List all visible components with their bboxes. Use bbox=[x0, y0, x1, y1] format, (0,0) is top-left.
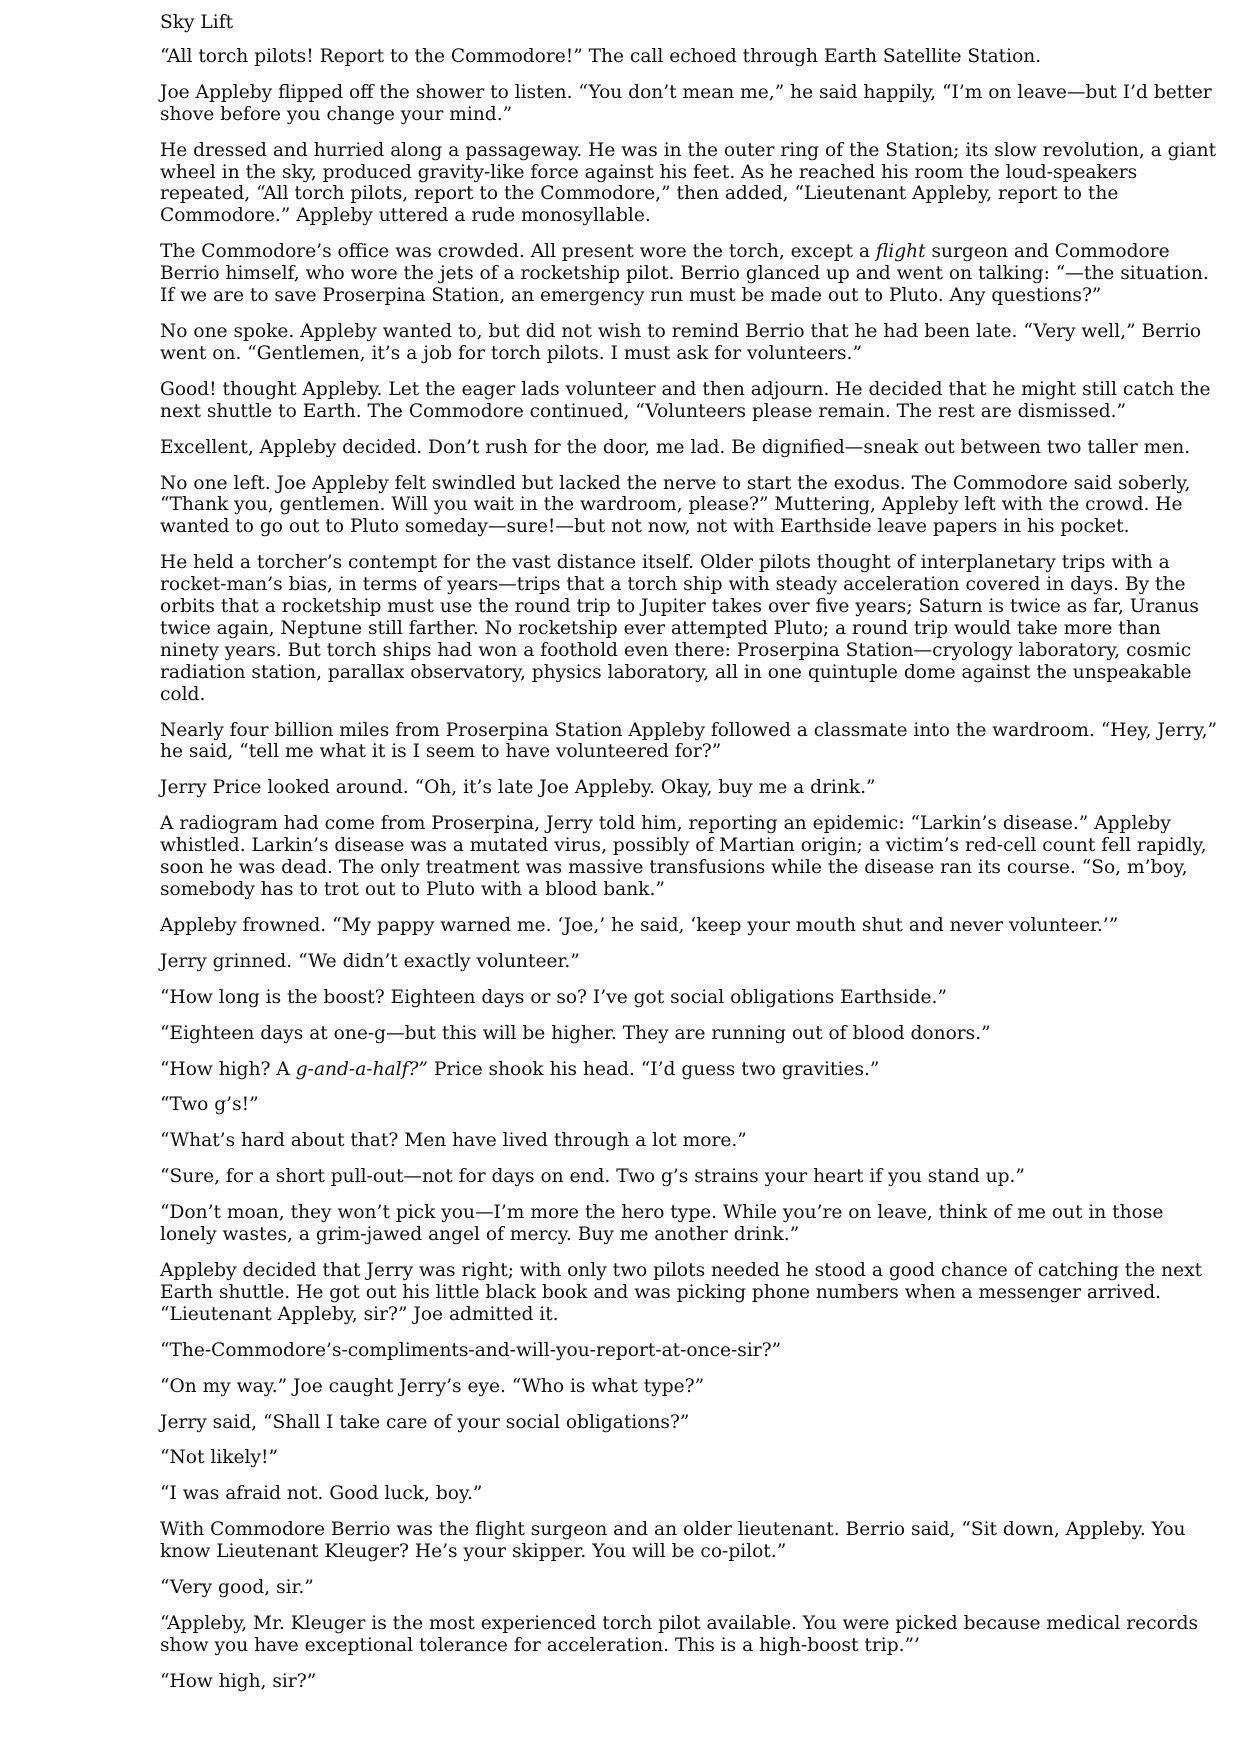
paragraph: “Two g’s!” bbox=[160, 1094, 259, 1116]
paragraph: “All torch pilots! Report to the Commodore!” The call echoed through Earth Satellite Station. bbox=[160, 45, 1042, 67]
paragraph: “Appleby, Mr. Kleuger is the most experienced torch pilot available. You were picked because medical records show you have exceptional tolerance for acceleration. This is a high-boost trip.”’ bbox=[160, 1612, 1199, 1656]
paragraph bbox=[160, 1059, 1220, 1081]
paragraph: “On my way.” Joe caught Jerry’s eye. “Who is what type?” bbox=[160, 1375, 705, 1397]
paragraph-text: surgeon and Commodore Berrio himself, who wore the jets of a rocketship pilot. Berrio glanced up and went on talking: “—the situation. If we are to save Proserpina Station, an emergency run must be made out to Pluto. Any questions?” bbox=[160, 241, 1209, 307]
paragraph: Nearly four billion miles from Proserpina Station Appleby followed a classmate into the wardroom. “Hey, Jerry,” he said, “tell me what it is I seem to have volunteered for?” bbox=[160, 719, 1218, 763]
paragraph bbox=[160, 241, 1220, 307]
paragraph: Excellent, Appleby decided. Don’t rush for the door, me lad. Be dignified—sneak out between two taller men. bbox=[160, 436, 1191, 458]
paragraph: No one spoke. Appleby wanted to, but did not wish to remind Berrio that he had been late. “Very well,” Berrio went on. “Gentlemen, it’s a job for torch pilots. I must ask for volunteers.” bbox=[160, 320, 1202, 364]
paragraph: Joe Appleby flipped off the shower to listen. “You don’t mean me,” he said happily, “I’m on leave—but I’d better shove before you change your mind.” bbox=[160, 81, 1212, 125]
paragraph: “How high, sir?” bbox=[160, 1670, 317, 1692]
paragraph: He held a torcher’s contempt for the vast distance itself. Older pilots thought of interplanetary trips with a rocket-man’s bias, in terms of years—trips that a torch ship with steady acceleration covered in days. By the orbits that a rocketship must use the round trip to Jupiter takes over five years; Saturn is twice as far, Uranus twice again, Neptune still farther. No rocketship ever attempted Pluto; a round trip would take more than ninety years. But torch ships had won a foothold even there: Proserpina Station—cryology laboratory, cosmic radiation station, parallax observatory, physics laboratory, all in one quintuple dome against the unspeakable cold. bbox=[160, 552, 1199, 705]
paragraph-text: Price shook his head. “I’d guess two gravities.” bbox=[427, 1058, 880, 1080]
paragraph: No one left. Joe Appleby felt swindled but lacked the nerve to start the exodus. The Commodore said soberly, “Thank you, gentlemen. Will you wait in the wardroom, please?” Muttering, Appleby left with the crowd. He wanted to go out to Pluto someday—sure!—but not now, not with Earthside leave papers in his pocket. bbox=[160, 472, 1191, 538]
paragraph: Appleby decided that Jerry was right; with only two pilots needed he stood a good chance of catching the next Earth shuttle. He got out his little black book and was picking phone numbers when a messenger arrived. “Lieutenant Appleby, sir?” Joe admitted it. bbox=[160, 1259, 1203, 1325]
italic-text: flight bbox=[875, 241, 926, 263]
paragraph: “Sure, for a short pull-out—not for days on end. Two g’s strains your heart if you stand up.” bbox=[160, 1166, 1025, 1188]
paragraph: He dressed and hurried along a passageway. He was in the outer ring of the Station; its slow revolution, a giant wheel in the sky, produced gravity-like force against his feet. As he reached his room the loud-speakers repeated, “All torch pilots, report to the Commodore,” then added, “Lieutenant Appleby, report to the Commodore.” Appleby uttered a rude monosyllable. bbox=[160, 139, 1217, 227]
paragraph-text: “How high? A bbox=[160, 1058, 296, 1080]
document-page bbox=[160, 12, 1220, 1693]
paragraph: “Don’t moan, they won’t pick you—I’m more the hero type. While you’re on leave, think of me out in those lonely wastes, a grim-jawed angel of mercy. Buy me another drink.” bbox=[160, 1202, 1164, 1246]
document-title: Sky Lift bbox=[160, 12, 234, 33]
paragraph: “How long is the boost? Eighteen days or so? I’ve got social obligations Earthside.” bbox=[160, 986, 947, 1008]
paragraph: “I was afraid not. Good luck, boy.” bbox=[160, 1483, 483, 1505]
paragraph: “Eighteen days at one-g—but this will be higher. They are running out of blood donors.” bbox=[160, 1022, 991, 1044]
paragraph: With Commodore Berrio was the flight surgeon and an older lieutenant. Berrio said, “Sit down, Appleby. You know Lieutenant Kleuger? He’s your skipper. You will be co-pilot.” bbox=[160, 1519, 1186, 1563]
paragraph: Appleby frowned. “My pappy warned me. ‘Joe,’ he said, ‘keep your mouth shut and never volunteer.’” bbox=[160, 914, 1119, 936]
paragraph: “The-Commodore’s-compliments-and-will-you-report-at-once-sir?” bbox=[160, 1339, 782, 1361]
paragraph: “What’s hard about that? Men have lived through a lot more.” bbox=[160, 1130, 747, 1152]
paragraph: “Very good, sir.” bbox=[160, 1577, 314, 1599]
paragraph: Jerry said, “Shall I take care of your social obligations?” bbox=[160, 1411, 690, 1433]
paragraph: “Not likely!” bbox=[160, 1447, 278, 1469]
paragraph: Good! thought Appleby. Let the eager lads volunteer and then adjourn. He decided that he might still catch the next shuttle to Earth. The Commodore continued, “Volunteers please remain. The rest are dismissed.” bbox=[160, 378, 1211, 422]
paragraph: A radiogram had come from Proserpina, Jerry told him, reporting an epidemic: “Larkin’s disease.” Appleby whistled. Larkin’s disease was a mutated virus, possibly of Martian origin; a victim’s red-cell count fell rapidly, soon he was dead. The only treatment was massive transfusions while the disease ran its course. “So, m’boy, somebody has to trot out to Pluto with a blood bank.” bbox=[160, 813, 1207, 900]
paragraph: Jerry grinned. “We didn’t exactly volunteer.” bbox=[160, 950, 580, 972]
italic-text: g-and-a-half?” bbox=[295, 1058, 428, 1080]
paragraph: Jerry Price looked around. “Oh, it’s late Joe Appleby. Okay, buy me a drink.” bbox=[160, 777, 876, 799]
paragraph-text: The Commodore’s office was crowded. All present wore the torch, except a bbox=[160, 241, 876, 263]
